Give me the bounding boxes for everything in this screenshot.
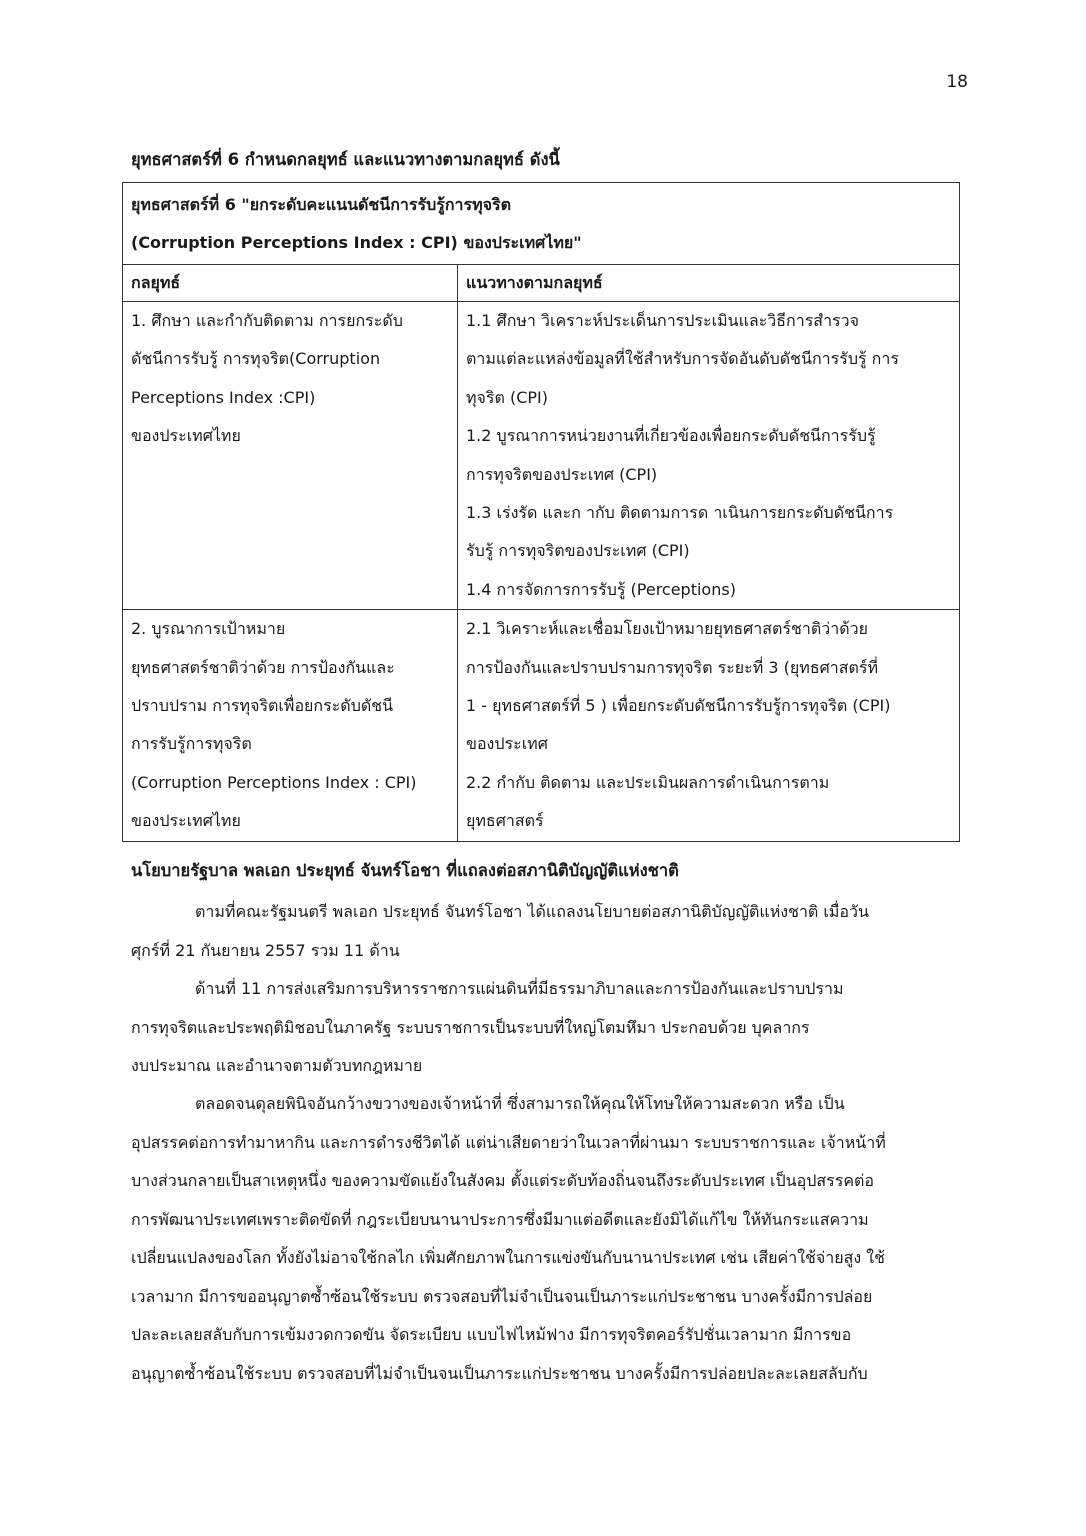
- cell-line: 1.4 การจัดการการรับรู้ (Perceptions): [466, 579, 736, 599]
- paragraph: [131, 893, 969, 970]
- paragraph-line: ตามที่คณะรัฐมนตรี พลเอก ประยุทธ์ จันทร์โอชา ได้แถลงนโยบายต่อสภานิติบัญญัติแห่งชาติ เมื่อวัน: [195, 902, 869, 921]
- paragraph-line: เวลามาก มีการขออนุญาตซ้ำซ้อนใช้ระบบ ตรวจสอบที่ไม่จำเป็นจนเป็นภาระแก่ประชาชน บางครั้งมีการปล่อย: [131, 1286, 873, 1306]
- cell-line: ตามแต่ละแหล่งข้อมูลที่ใช้สำหรับการจัดอันดับดัชนีการรับรู้ การ: [466, 349, 899, 369]
- paragraph-line: บางส่วนกลายเป็นสาเหตุหนึ่ง ของความขัดแย้งในสังคม ตั้งแต่ระดับท้องถิ่นจนถึงระดับประเทศ เป็นอุปสรรคต่อ: [131, 1171, 875, 1190]
- cell-line: ของประเทศไทย: [131, 426, 241, 446]
- page-number: 18: [946, 72, 968, 92]
- table-title-line: ยุทธศาสตร์ที่ 6 "ยกระดับคะแนนดัชนีการรับรู้การทุจริต: [131, 195, 511, 214]
- strategy-table: [122, 182, 960, 842]
- cell-line: 1.1 ศึกษา วิเคราะห์ประเด็นการประเมินและวิธีการสำรวจ: [466, 311, 859, 330]
- cell-line: 2.1 วิเคราะห์และเชื่อมโยงเป้าหมายยุทธศาสตร์ชาติว่าด้วย: [466, 619, 868, 639]
- cell-line: ของประเทศ: [466, 734, 548, 754]
- table-row: [123, 610, 960, 841]
- table-title: [123, 183, 960, 265]
- cell-line: 1 - ยุทธศาสตร์ที่ 5 ) เพื่อยกระดับดัชนีการรับรู้การทุจริต (CPI): [466, 696, 891, 716]
- table-title-row: [123, 183, 960, 265]
- cell-line: ของประเทศไทย: [131, 811, 241, 831]
- table-header-row: [123, 265, 960, 302]
- guideline-cell: [458, 302, 960, 610]
- paragraph: [131, 970, 969, 1086]
- cell-line: Perceptions Index :CPI): [131, 387, 316, 407]
- paragraph-line: การพัฒนาประเทศเพราะติดขัดที่ กฎระเบียบนานาประการซึ่งมีมาแต่อดีตและยังมิได้แก้ไข ให้ทันกระแสความ: [131, 1209, 869, 1229]
- header-strategy: กลยุทธ์: [123, 265, 458, 302]
- paragraph-line: การทุจริตและประพฤติมิชอบในภาครัฐ ระบบราชการเป็นระบบที่ใหญ่โตมหึมา ประกอบด้วย บุคลากร: [131, 1017, 810, 1037]
- cell-line: 1.3 เร่งรัด และก ากับ ติดตามการด าเนินการยกระดับดัชนีการ: [466, 503, 894, 523]
- paragraph: [131, 1085, 969, 1393]
- cell-line: 1. ศึกษา และกำกับติดตาม การยกระดับ: [131, 311, 403, 330]
- cell-line: การทุจริตของประเทศ (CPI): [466, 464, 658, 484]
- paragraph-line: ด้านที่ 11 การส่งเสริมการบริหารราชการแผ่นดินที่มีธรรมาภิบาลและการป้องกันและปราบปราม: [195, 979, 844, 998]
- strategy-cell: [123, 302, 458, 610]
- cell-line: รับรู้ การทุจริตของประเทศ (CPI): [466, 541, 690, 561]
- cell-line: 1.2 บูรณาการหน่วยงานที่เกี่ยวข้องเพื่อยกระดับดัชนีการรับรู้: [466, 426, 876, 446]
- paragraph-line: อุปสรรคต่อการทำมาหากิน และการดำรงชีวิตได้ แต่น่าเสียดายว่าในเวลาที่ผ่านมา ระบบราชการและ เจ้าหน้าที่: [131, 1132, 886, 1152]
- cell-line: 2. บูรณาการเป้าหมาย: [131, 619, 286, 639]
- cell-line: ดัชนีการรับรู้ การทุจริต(Corruption: [131, 349, 381, 369]
- policy-heading: นโยบายรัฐบาล พลเอก ประยุทธ์ จันทร์โอชา ที่แถลงต่อสภานิติบัญญัติแห่งชาติ: [131, 861, 679, 880]
- cell-line: การรับรู้การทุจริต: [131, 734, 252, 754]
- cell-line: การป้องกันและปราบปรามการทุจริต ระยะที่ 3 (ยุทธศาสตร์ที่: [466, 657, 879, 677]
- paragraph-line: ตลอดจนดุลยพินิจอันกว้างขวางของเจ้าหน้าที่ ซึ่งสามารถให้คุณให้โทษให้ความสะดวก หรือ เป็น: [195, 1094, 845, 1113]
- paragraph-line: อนุญาตซ้ำซ้อนใช้ระบบ ตรวจสอบที่ไม่จำเป็นจนเป็นภาระแก่ประชาชน บางครั้งมีการปล่อยปละละเลยสลับกับ: [131, 1363, 868, 1383]
- paragraph-line: เปลี่ยนแปลงของโลก ทั้งยังไม่อาจใช้กลไก เพิ่มศักยภาพในการแข่งขันกับนานาประเทศ เช่น เสียค่าใช้จ่ายสูง ใช้: [131, 1248, 885, 1267]
- table-row: [123, 302, 960, 610]
- paragraph-line: งบประมาณ และอำนาจตามตัวบทกฎหมาย: [131, 1056, 423, 1075]
- paragraph-line: ปละละเลยสลับกับการเข้มงวดกวดขัน จัดระเบียบ แบบไฟไหม้ฟาง มีการทุจริตคอร์รัปชั่นเวลามาก มีการขอ: [131, 1325, 852, 1344]
- cell-line: 2.2 กำกับ ติดตาม และประเมินผลการดำเนินการตาม: [466, 772, 830, 792]
- paragraph-line: ศุกร์ที่ 21 กันยายน 2557 รวม 11 ด้าน: [131, 940, 400, 960]
- guideline-cell: [458, 610, 960, 841]
- section-heading: ยุทธศาสตร์ที่ 6 กำหนดกลยุทธ์ และแนวทางตามกลยุทธ์ ดังนี้: [131, 150, 560, 169]
- cell-line: ยุทธศาสตร์ชาติว่าด้วย การป้องกันและ: [131, 657, 395, 677]
- header-guideline: แนวทางตามกลยุทธ์: [458, 265, 960, 302]
- cell-line: ปราบปราม การทุจริตเพื่อยกระดับดัชนี: [131, 696, 394, 716]
- table-title-line: (Corruption Perceptions Index : CPI) ของประเทศไทย": [131, 233, 582, 252]
- cell-line: ทุจริต (CPI): [466, 387, 549, 407]
- cell-line: (Corruption Perceptions Index : CPI): [131, 772, 417, 792]
- cell-line: ยุทธศาสตร์: [466, 811, 544, 831]
- strategy-cell: [123, 610, 458, 841]
